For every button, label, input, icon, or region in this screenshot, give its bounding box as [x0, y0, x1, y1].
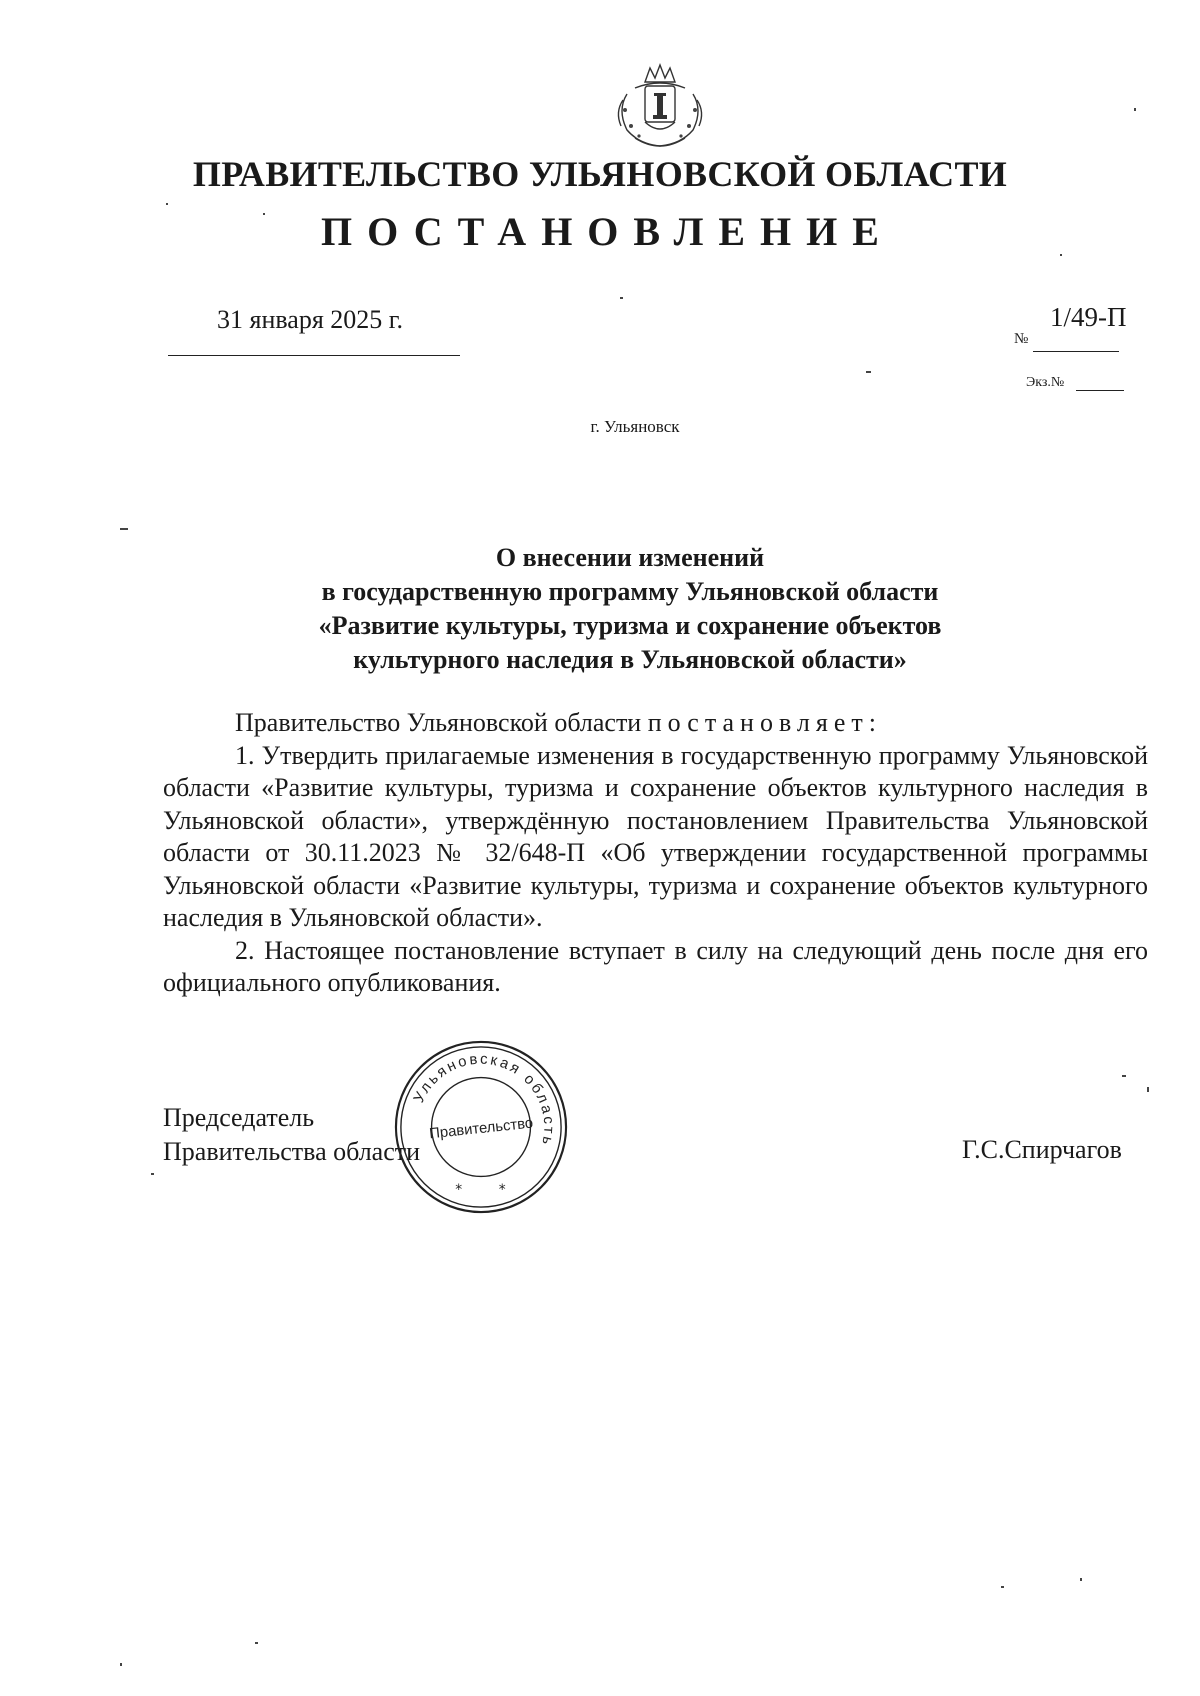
copy-number-underline	[1076, 390, 1124, 391]
number-underline	[1033, 351, 1119, 352]
position-line: Правительства области	[163, 1137, 421, 1166]
document-body	[163, 707, 1148, 1000]
date-underline	[168, 355, 460, 356]
city: г. Ульяновск	[590, 417, 680, 436]
svg-text:*: *	[455, 1182, 463, 1199]
body-item-1: 1. Утвердить прилагаемые изменения в государственную программу Ульяновской области «Развитие культуры, туризма и сохранение объектов культурного наследия в Ульяновской области», утверждённую постановлением Правительства Ульяновской области от 30.11.2023 № 32/648-П «Об утверждении государственной программы Ульяновской области «Развитие культуры, туризма и сохранение объектов культурного наследия в Ульяновской области».	[163, 740, 1148, 932]
document-title	[0, 541, 1200, 677]
number-sign: №	[1014, 331, 1029, 347]
organization-name: ПРАВИТЕЛЬСТВО УЛЬЯНОВСКОЙ ОБЛАСТИ	[192, 154, 1008, 194]
stamp-center-text: Правительство	[428, 1115, 534, 1143]
document-date: 31 января 2025 г.	[217, 305, 404, 334]
title-line: «Развитие культуры, туризма и сохранение объектов	[318, 611, 942, 640]
body-item-2: 2. Настоящее постановление вступает в силу на следующий день после дня его официального опубликования.	[163, 935, 1148, 997]
coat-of-arms-icon	[605, 60, 715, 152]
signatory-position	[163, 1101, 420, 1169]
document-number: 1/49-П	[1050, 302, 1127, 332]
title-line: О внесении изменений	[495, 543, 765, 572]
title-line: в государственную программу Ульяновской области	[321, 577, 939, 606]
stamp-ring-text: Ульяновская область	[411, 1051, 557, 1149]
official-stamp	[392, 1038, 570, 1216]
intro-text: Правительство Ульяновской области	[235, 708, 642, 737]
signatory-name: Г.С.Спирчагов	[962, 1135, 1122, 1164]
intro-verb: постановляет:	[647, 708, 882, 737]
svg-text:*: *	[498, 1182, 506, 1199]
title-line: культурного наследия в Ульяновской области»	[353, 645, 907, 674]
document-type: ПОСТАНОВЛЕНИЕ	[321, 209, 894, 254]
copy-number-label: Экз.№	[1026, 375, 1065, 390]
position-line: Председатель	[163, 1103, 315, 1132]
body-intro	[163, 707, 1148, 740]
